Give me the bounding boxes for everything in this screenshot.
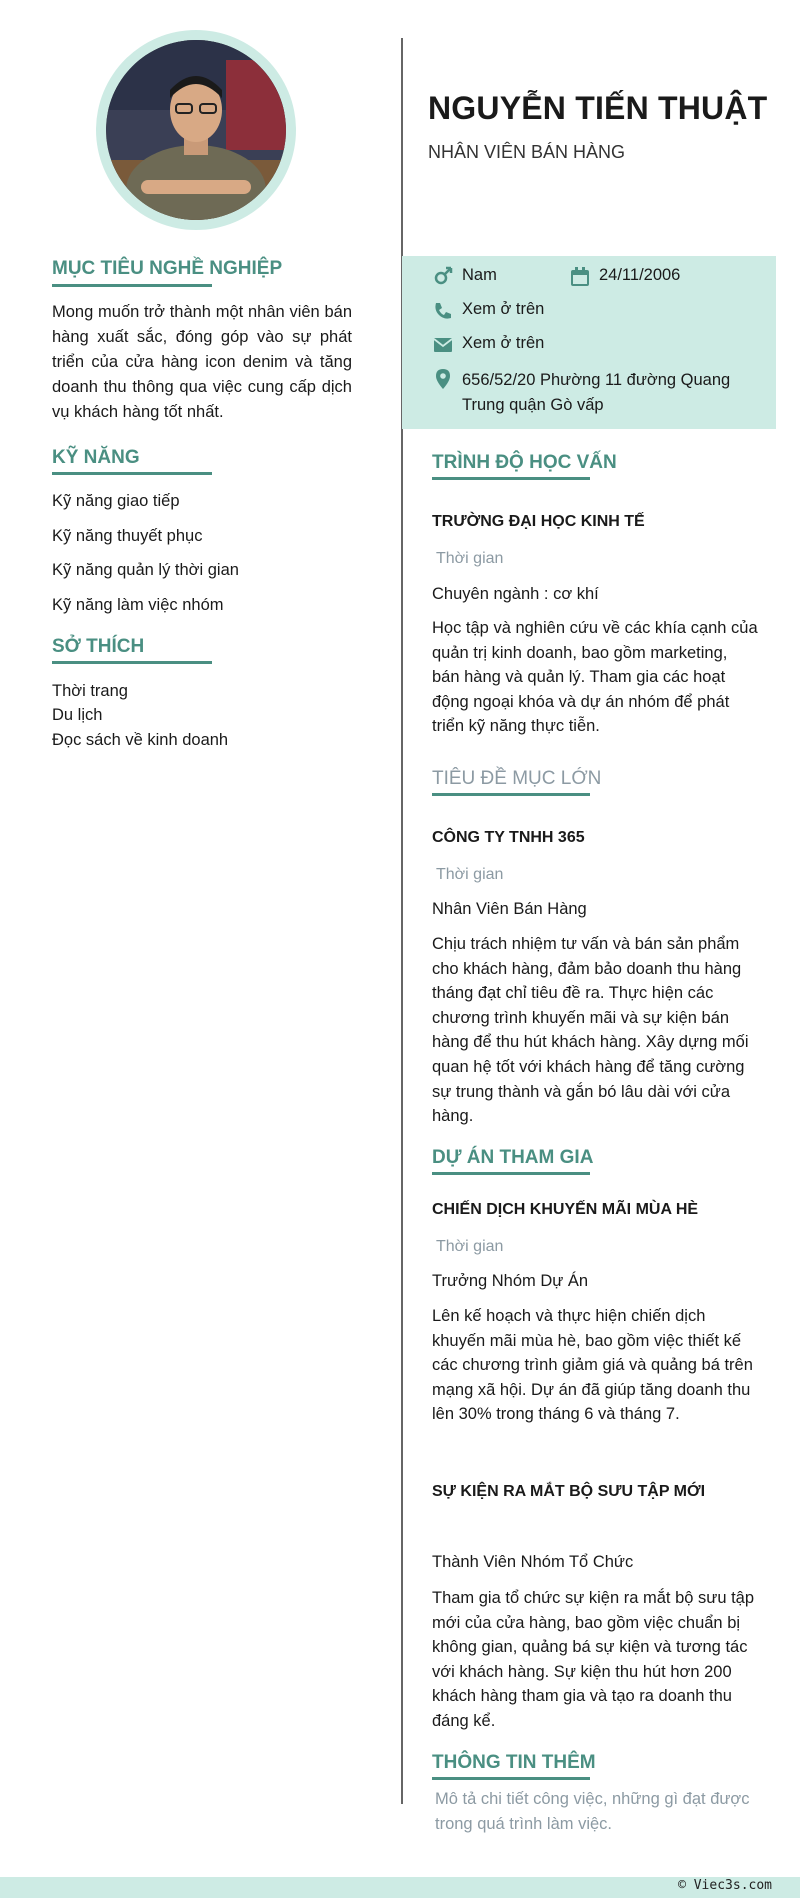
experience-description: Chịu trách nhiệm tư vấn và bán sản phẩm cho khách hàng, đảm bảo doanh thu hàng tháng đạt chỉ tiêu đề ra. Thực hiện các chương trình khuyến mãi và sự kiện bán hàng để thu hút khách hàng. Xây dựng mối quan hệ tốt với khách hàng để tăng cường sự trung thành và gắn bó lâu dài với cửa hàng. bbox=[432, 935, 749, 1126]
hobbies-underline bbox=[52, 661, 212, 664]
birthday-row bbox=[569, 266, 680, 288]
objective-underline bbox=[52, 284, 212, 287]
location-pin-icon bbox=[432, 368, 454, 390]
experience-time: Thời gian bbox=[436, 866, 504, 883]
additional-title: THÔNG TIN THÊM bbox=[432, 1752, 596, 1773]
phone-value: Xem ở trên bbox=[462, 300, 545, 318]
hobby-item: Thời trang bbox=[52, 682, 128, 700]
contact-panel bbox=[402, 256, 776, 429]
skill-item: Kỹ năng làm việc nhóm bbox=[52, 596, 224, 614]
project-time: Thời gian bbox=[436, 1238, 504, 1255]
projects-underline bbox=[432, 1172, 590, 1175]
email-value: Xem ở trên bbox=[462, 334, 545, 352]
footer-bar bbox=[0, 1877, 800, 1898]
education-underline bbox=[432, 477, 590, 480]
skill-item: Kỹ năng quản lý thời gian bbox=[52, 561, 239, 579]
education-major: Chuyên ngành : cơ khí bbox=[432, 585, 599, 603]
gender-value: Nam bbox=[462, 266, 497, 284]
experience-underline bbox=[432, 793, 590, 796]
mail-icon bbox=[432, 334, 454, 356]
objective-text: Mong muốn trở thành một nhân viên bán hàng xuất sắc, đóng góp vào sự phát triển của cửa hàng icon denim và tăng doanh thu thông qua việc cung cấp dịch vụ khách hàng tốt nhất. bbox=[52, 303, 352, 421]
gender-icon bbox=[432, 266, 454, 288]
skill-item: Kỹ năng thuyết phục bbox=[52, 527, 203, 545]
profile-role: NHÂN VIÊN BÁN HÀNG bbox=[428, 142, 626, 162]
experience-position: Nhân Viên Bán Hàng bbox=[432, 900, 587, 918]
project-description: Lên kế hoạch và thực hiện chiến dịch khuyến mãi mùa hè, bao gồm việc thiết kế các chương trình giảm giá và quảng bá trên mạng xã hội. Dự án đã giúp tăng doanh thu lên 30% trong tháng 6 và tháng 7. bbox=[432, 1307, 753, 1424]
address-value bbox=[462, 368, 730, 418]
gender-row bbox=[432, 266, 497, 288]
phone-row bbox=[432, 300, 544, 322]
experience-title: TIÊU ĐỀ MỤC LỚN bbox=[432, 768, 602, 789]
project-role: Trưởng Nhóm Dự Án bbox=[432, 1272, 589, 1290]
profile-name: NGUYỄN TIẾN THUẬT bbox=[428, 90, 768, 126]
footer-credit: © Viec3s.com bbox=[678, 1878, 772, 1893]
education-title: TRÌNH ĐỘ HỌC VẤN bbox=[432, 452, 617, 473]
hobby-item: Đọc sách về kinh doanh bbox=[52, 731, 229, 749]
project-role: Thành Viên Nhóm Tổ Chức bbox=[432, 1553, 634, 1571]
birthday-value: 24/11/2006 bbox=[599, 266, 681, 284]
address-line-1: 656/52/20 Phường 11 đường Quang bbox=[462, 371, 731, 389]
calendar-icon bbox=[569, 266, 591, 288]
hobby-item: Du lịch bbox=[52, 706, 103, 724]
education-description: Học tập và nghiên cứu về các khía cạnh của quản trị kinh doanh, bao gồm marketing, bán hàng và quản lý. Tham gia các hoạt động ngoại khóa và dự án nhóm để phát triển kỹ năng thực tiễn. bbox=[432, 619, 758, 736]
skills-underline bbox=[52, 472, 212, 475]
skill-item: Kỹ năng giao tiếp bbox=[52, 492, 180, 510]
projects-title: DỰ ÁN THAM GIA bbox=[432, 1147, 594, 1168]
avatar-ring bbox=[96, 30, 296, 230]
email-row bbox=[432, 334, 544, 356]
education-time: Thời gian bbox=[436, 550, 504, 567]
address-row bbox=[432, 368, 730, 418]
objective-title: MỤC TIÊU NGHỀ NGHIỆP bbox=[52, 258, 283, 279]
project-name: SỰ KIỆN RA MẮT BỘ SƯU TẬP MỚI bbox=[432, 1483, 706, 1500]
company-name: CÔNG TY TNHH 365 bbox=[432, 829, 585, 846]
project-name: CHIẾN DỊCH KHUYẾN MÃI MÙA HÈ bbox=[432, 1201, 699, 1218]
additional-text: Mô tả chi tiết công việc, những gì đạt được trong quá trình làm việc. bbox=[435, 1790, 750, 1833]
profile-photo bbox=[106, 40, 286, 220]
additional-underline bbox=[432, 1777, 590, 1780]
phone-icon bbox=[432, 300, 454, 322]
avatar bbox=[106, 40, 286, 220]
skills-title: KỸ NĂNG bbox=[52, 447, 140, 468]
project-description: Tham gia tổ chức sự kiện ra mắt bộ sưu tập mới của cửa hàng, bao gồm việc chuẩn bị không gian, quảng bá sự kiện và tương tác với khách hàng. Sự kiện thu hút hơn 200 khách hàng tham gia và tạo ra doanh thu đáng kể. bbox=[432, 1589, 755, 1730]
hobbies-title: SỞ THÍCH bbox=[52, 636, 145, 657]
address-line-2: Trung quận Gò vấp bbox=[462, 396, 604, 414]
school-name: TRƯỜNG ĐẠI HỌC KINH TẾ bbox=[432, 513, 645, 530]
